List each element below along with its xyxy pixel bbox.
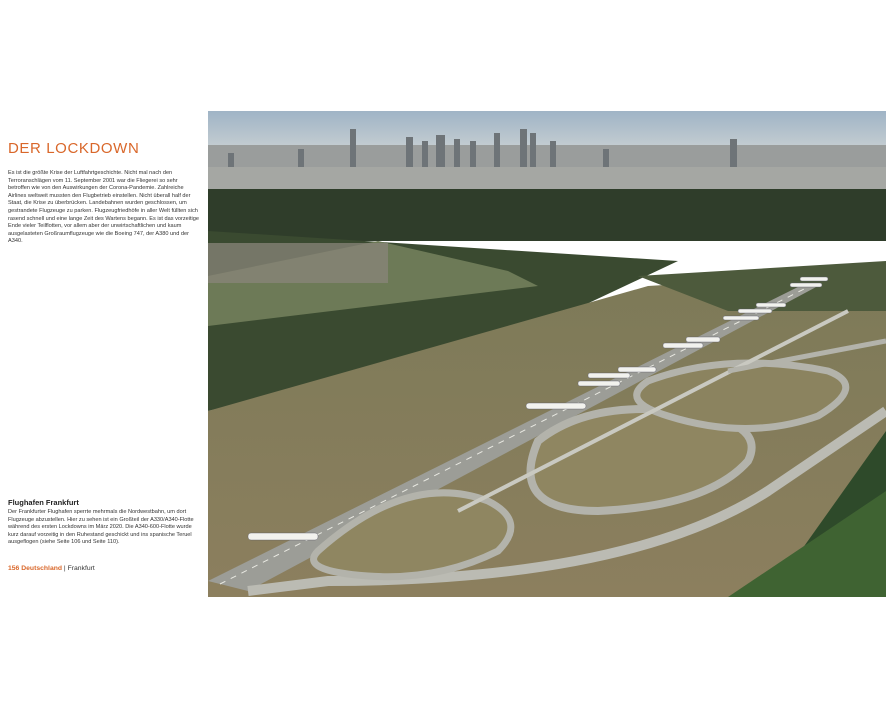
- page-footer: [8, 565, 95, 572]
- forest: [208, 189, 886, 241]
- intro-paragraph: Es ist die größte Krise der Luftfahrtgeschichte. Nicht mal nach den Terroranschlägen vom 11. September 2001 war die Fliegerei so sehr betroffen wie von den Auswirkungen der Corona-Pandemie. Zahlreiche Airlines weltweit mussten den Flugbetrieb einstellen. Nicht überall half der Staat, die Krise zu überbrücken. Landebahnen wurden geschlossen, um gestrandete Flugzeuge zu parken. Flugzeugfriedhöfe in aller Welt füllten sich rasend schnell und eine lange Zeit des Wartens begann. Es ist das vorzeitige Ende vieler Teilflotten, vor allem aber der unwirtschaftlichen und kaum ausgelasteten Großraumflugzeuge wie die Boeing 747, der A380 und der A340.: [8, 170, 200, 245]
- footer-city: Frankfurt: [67, 565, 95, 572]
- taxiway-loop-2: [637, 363, 846, 429]
- section-title: DER LOCKDOWN: [8, 140, 140, 157]
- photo-caption-text: Der Frankfurter Flughafen sperrte mehrmals die Nordwestbahn, um dort Flugzeuge abzustellen. Hier zu sehen ist ein Großteil der A330/A340-Flotte während des ersten Lockdowns im März 2020. Die A340-600-Flotte wurde kurz darauf vorzeitig in den Ruhestand geschickt und ins spanische Teruel ausgeflogen (siehe Seite 106 und Seite 110).: [8, 509, 194, 546]
- photo-caption-title: Flughafen Frankfurt: [8, 498, 79, 507]
- footer-separator: |: [63, 565, 66, 572]
- aerial-photo-frankfurt-airport: [208, 111, 886, 597]
- page-number: 156: [8, 565, 20, 572]
- footer-country: Deutschland: [21, 565, 63, 572]
